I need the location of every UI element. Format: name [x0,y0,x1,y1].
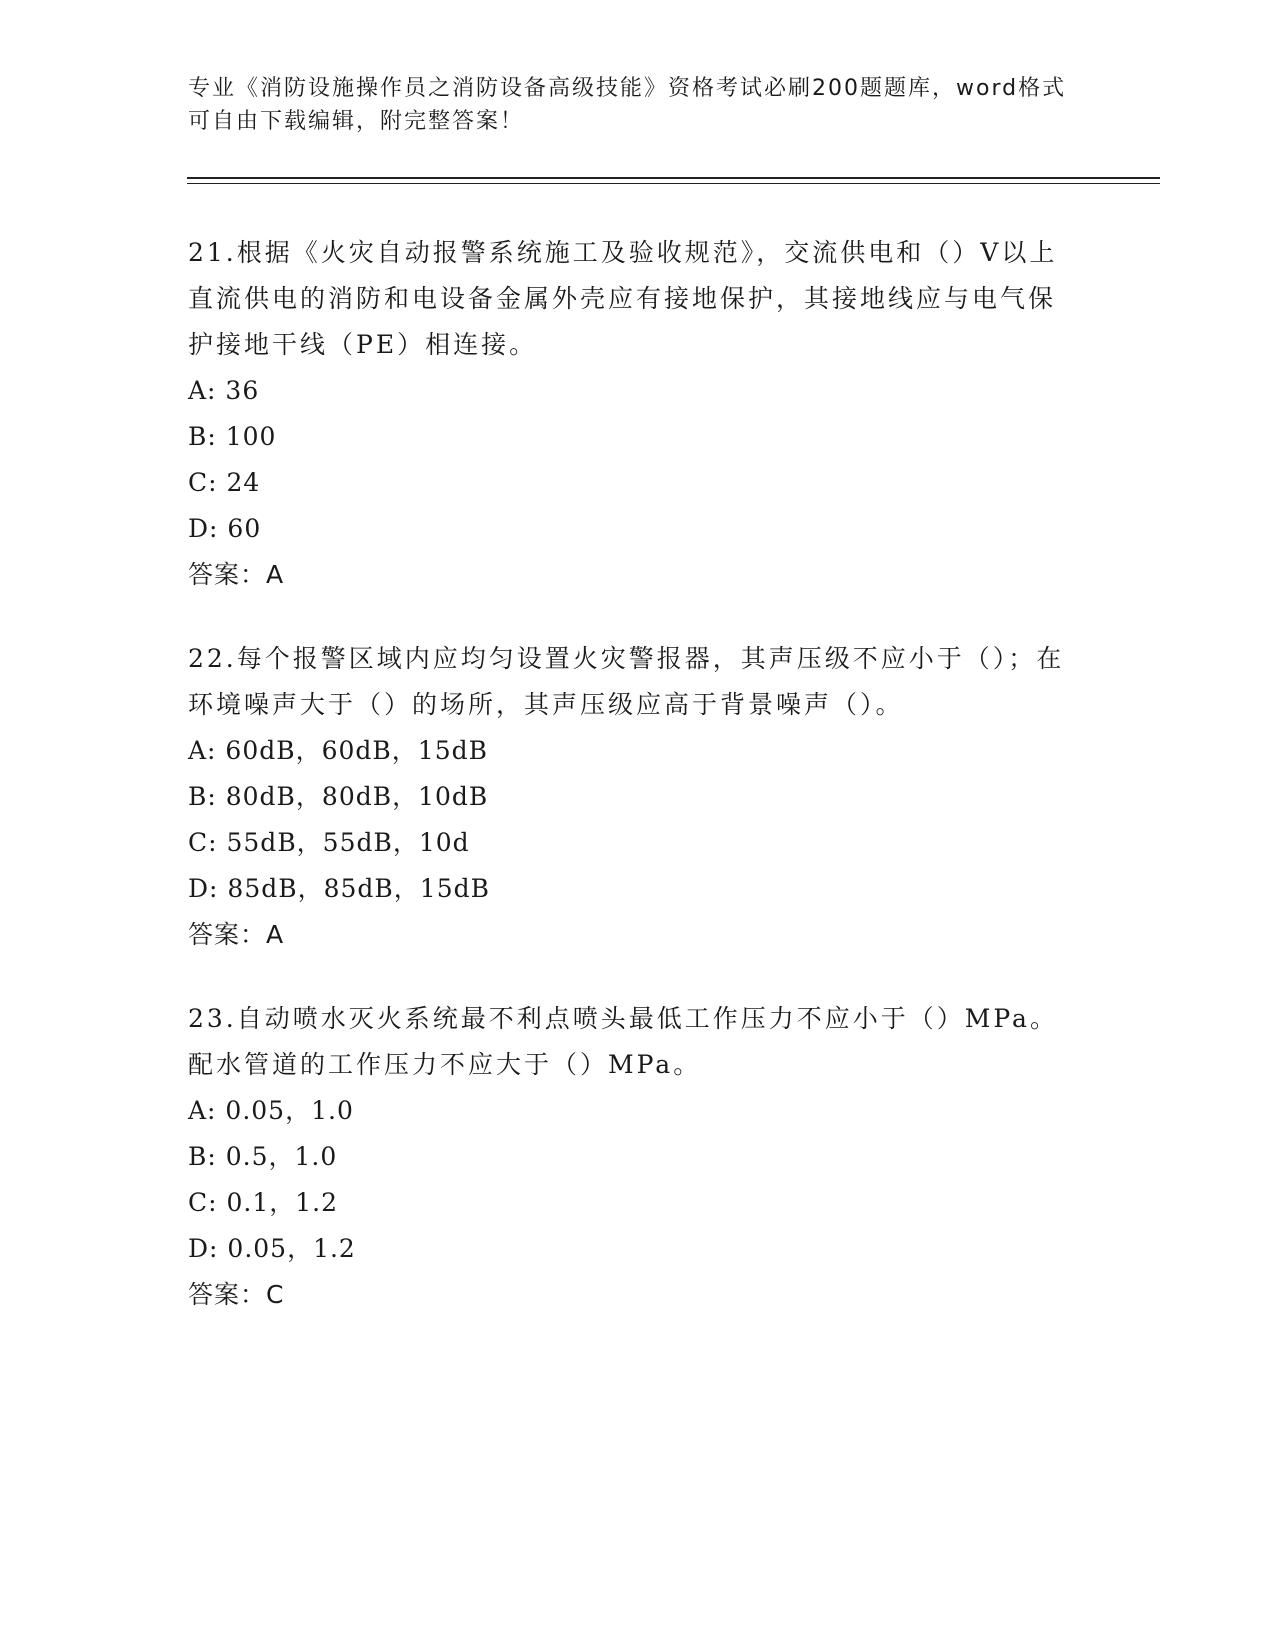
header-divider-thick [187,177,1160,179]
option-b: B: 100 [188,422,277,451]
question-stem: 21.根据《火灾自动报警系统施工及验收规范》，交流供电和（）V以上直流供电的消防和电设备金属外壳应有接地保护，其接地线应与电气保护接地干线（PE）相连接。 [188,238,1058,359]
option-list [188,728,1088,912]
question-21 [188,230,1088,598]
answer-line: 答案：A [188,560,285,589]
option-list [188,368,1088,552]
question-22 [188,636,1088,958]
option-a: A: 36 [188,376,260,405]
header-divider-thin [187,183,1160,184]
answer-line: 答案：A [188,920,285,949]
question-stem: 22.每个报警区域内应均匀设置火灾警报器，其声压级不应小于（）；在环境噪声大于（）的场所，其声压级应高于背景噪声（）。 [188,644,1065,719]
option-c: C: 55dB，55dB，10d [188,828,470,857]
option-d: D: 85dB，85dB，15dB [188,874,490,903]
option-a: A: 60dB，60dB，15dB [188,736,488,765]
question-stem: 23.自动喷水灭火系统最不利点喷头最低工作压力不应小于（）MPa。配水管道的工作压力不应大于（）MPa。 [188,1004,1058,1079]
question-23 [188,996,1088,1318]
answer-line: 答案：C [188,1280,285,1309]
option-d: D: 60 [188,514,262,543]
option-d: D: 0.05，1.2 [188,1234,356,1263]
document-header: 专业《消防设施操作员之消防设备高级技能》资格考试必刷200题题库，word格式可自由下载编辑，附完整答案！ [188,76,1067,134]
option-c: C: 0.1，1.2 [188,1188,339,1217]
option-b: B: 0.5，1.0 [188,1142,338,1171]
option-b: B: 80dB，80dB，10dB [188,782,489,811]
option-list [188,1088,1088,1272]
option-c: C: 24 [188,468,261,497]
option-a: A: 0.05，1.0 [188,1096,354,1125]
